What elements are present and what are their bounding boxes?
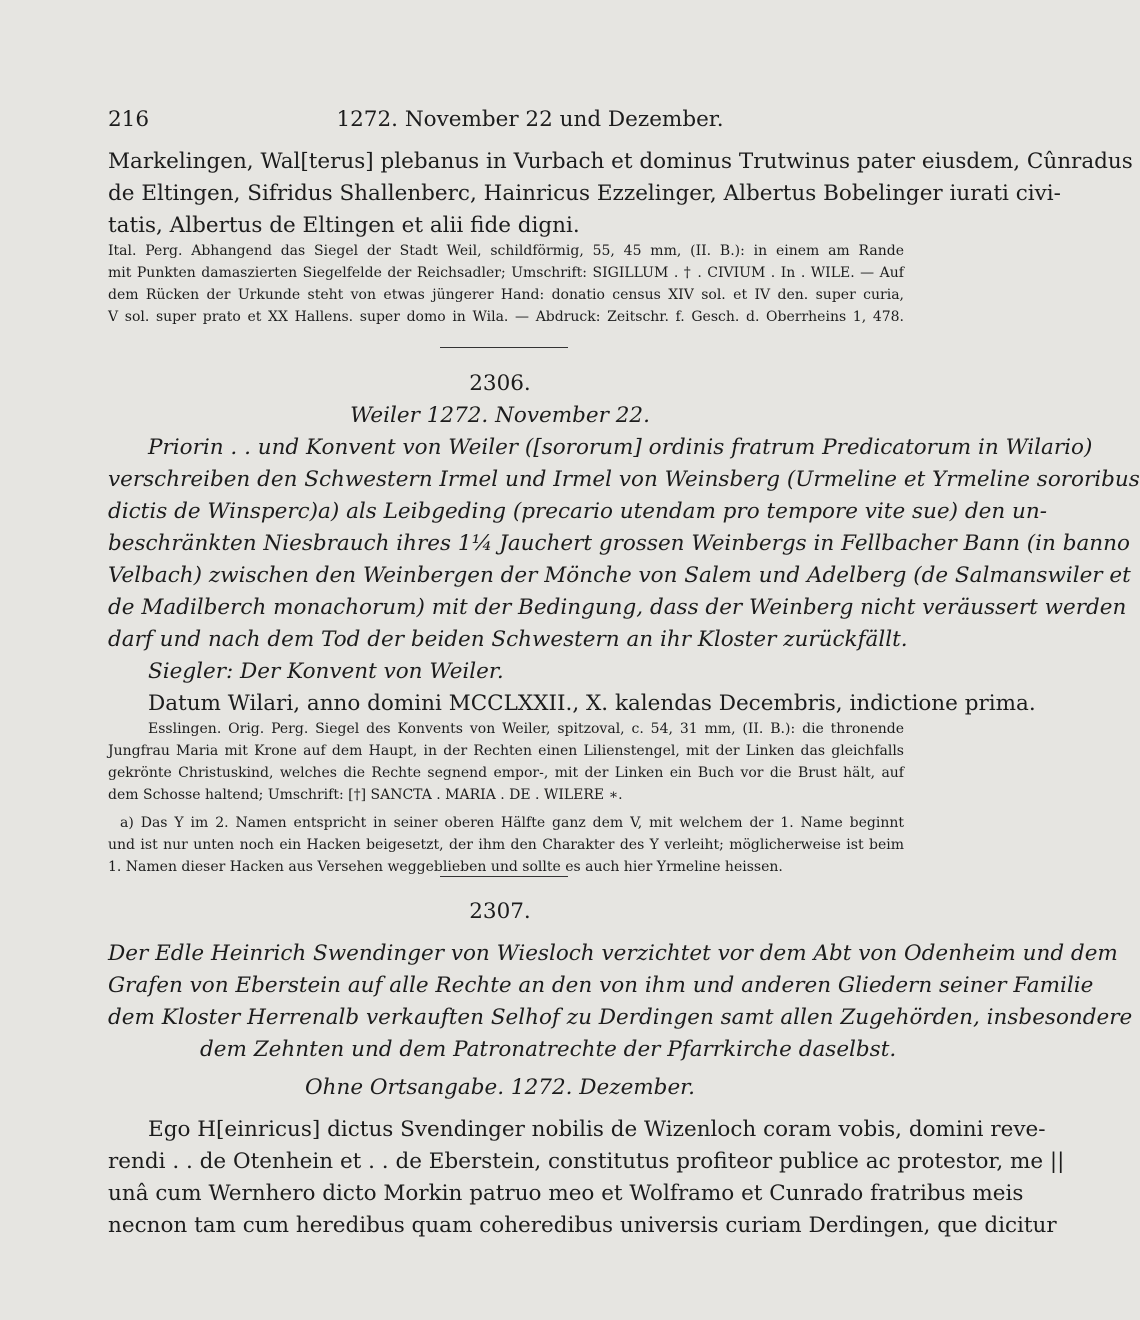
running-title: 1272. November 22 und Dezember.	[336, 107, 724, 132]
note-line: dem Schosse haltend; Umschrift: [†] SANCTA . MARIA . DE . WILERE ∗.	[108, 787, 623, 803]
continuation-line: de Eltingen, Sifridus Shallenberc, Hainricus Ezzelinger, Albertus Bobelinger iurati civi-	[108, 181, 1061, 206]
note-line: gekrönte Christuskind, welches die Rechte segnend empor-, mit der Linken ein Buch vor die Brust hält, auf	[108, 765, 904, 781]
entry-number: 2306.	[469, 371, 531, 396]
footnote-line: und ist nur unten noch ein Hacken beigesetzt, der ihm den Charakter des Y verleiht; möglicherweise ist beim	[108, 837, 904, 853]
section-divider	[440, 347, 568, 348]
note-line: Ital. Perg. Abhangend das Siegel der Stadt Weil, schildförmig, 55, 45 mm, (II. B.): in einem am Rande	[108, 243, 904, 259]
datum-line: Datum Wilari, anno domini MCCLXXII., X. kalendas Decembris, indictione prima.	[148, 691, 1036, 716]
entry-number: 2307.	[469, 899, 531, 924]
note-line: V sol. super prato et XX Hallens. super domo in Wila. — Abdruck: Zeitschr. f. Gesch. d. Oberrheins 1, 478.	[108, 309, 904, 325]
text-line: Ego H[einricus] dictus Svendinger nobilis de Wizenloch coram vobis, domini reve-	[148, 1117, 1046, 1142]
text-line: necnon tam cum heredibus quam coheredibus universis curiam Derdingen, que dicitur	[108, 1213, 1057, 1238]
regest-line: dem Kloster Herrenalb verkauften Selhof zu Derdingen samt allen Zugehörden, insbesondere	[108, 1005, 1133, 1030]
regest-line: de Madilberch monachorum) mit der Bedingung, dass der Weinberg nicht veräussert werden	[108, 595, 1127, 620]
regest-line: dem Zehnten und dem Patronatrechte der Pfarrkirche daselbst.	[200, 1037, 897, 1062]
regest-line: Grafen von Eberstein auf alle Rechte an den von ihm und anderen Gliedern seiner Familie	[108, 973, 1094, 998]
continuation-line: Markelingen, Wal[terus] plebanus in Vurbach et dominus Trutwinus pater eiusdem, Cûnradus	[108, 149, 1133, 174]
entry-place-date: Ohne Ortsangabe. 1272. Dezember.	[305, 1075, 695, 1100]
regest-line: Der Edle Heinrich Swendinger von Wiesloch verzichtet vor dem Abt von Odenheim und dem	[108, 941, 1118, 966]
regest-line: darf und nach dem Tod der beiden Schwestern an ihr Kloster zurückfällt.	[108, 627, 908, 652]
note-line: Jungfrau Maria mit Krone auf dem Haupt, in der Rechten einen Lilienstengel, mit der Linken das gleichfalls	[108, 743, 904, 759]
footnote-line: a) Das Y im 2. Namen entspricht in seiner oberen Hälfte ganz dem V, mit welchem der 1. Name beginnt	[120, 815, 904, 831]
regest-line: Velbach) zwischen den Weinbergen der Mönche von Salem und Adelberg (de Salmanswiler et	[108, 563, 1131, 588]
note-line: Esslingen. Orig. Perg. Siegel des Konvents von Weiler, spitzoval, c. 54, 31 mm, (II. B.): die thronende	[148, 721, 904, 737]
regest-line: Priorin . . und Konvent von Weiler ([sororum] ordinis fratrum Predicatorum in Wilario)	[148, 435, 1093, 460]
footnote-line: 1. Namen dieser Hacken aus Versehen weggeblieben und sollte es auch hier Yrmeline heissen.	[108, 859, 783, 875]
entry-place-date: Weiler 1272. November 22.	[350, 403, 650, 428]
regest-line: beschränkten Niesbrauch ihres 1¼ Jauchert grossen Weinbergs in Fellbacher Bann (in banno	[108, 531, 1130, 556]
text-line: rendi . . de Otenhein et . . de Eberstein, constitutus profiteor publice ac protestor, me ||	[108, 1149, 1065, 1174]
note-line: dem Rücken der Urkunde steht von etwas jüngerer Hand: donatio census XIV sol. et IV den. super curia,	[108, 287, 904, 303]
regest-line: dictis de Winsperc)a) als Leibgeding (precario utendam pro tempore vite sue) den un-	[108, 499, 1047, 524]
regest-line: verschreiben den Schwestern Irmel und Irmel von Weinsberg (Urmeline et Yrmeline sororibus	[108, 467, 1140, 492]
section-divider	[440, 876, 568, 877]
page-number: 216	[108, 107, 150, 132]
text-line: unâ cum Wernhero dicto Morkin patruo meo et Wolframo et Cunrado fratribus meis	[108, 1181, 1024, 1206]
siegler-line: Siegler: Der Konvent von Weiler.	[148, 659, 504, 684]
continuation-line: tatis, Albertus de Eltingen et alii fide digni.	[108, 213, 580, 238]
note-line: mit Punkten damaszierten Siegelfelde der Reichsadler; Umschrift: SIGILLUM . † . CIVIUM . In . WILE. — Auf	[108, 265, 904, 281]
